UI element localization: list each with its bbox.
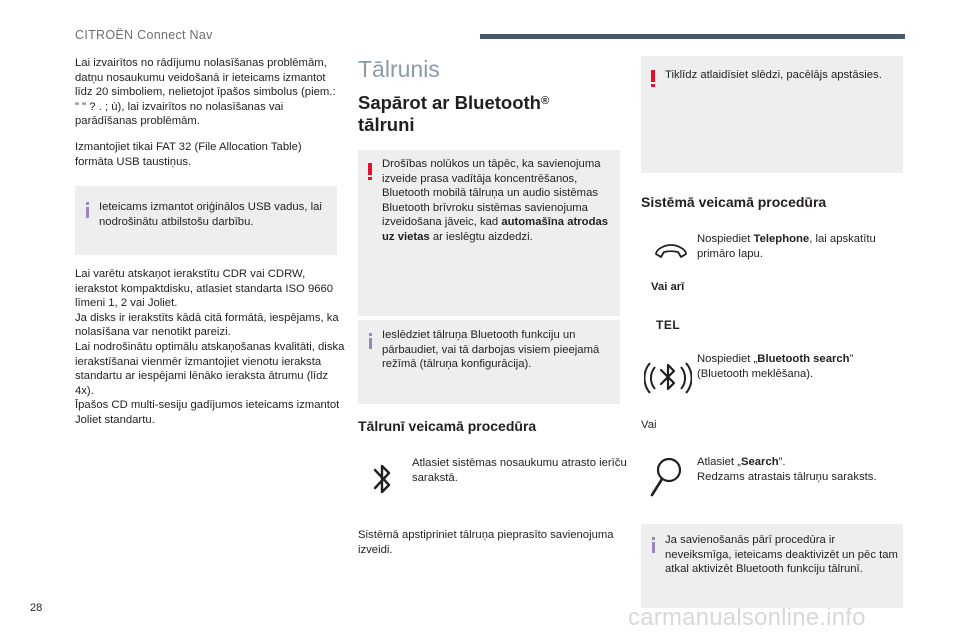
info-icon bbox=[652, 537, 655, 553]
lift-warning-text: Tiklīdz atlaidīsiet slēdzi, pacēlājs apstāsies. bbox=[665, 69, 882, 81]
telephone-step-part3: , lai apskatītu primāro lapu. bbox=[697, 233, 876, 260]
usb-cable-info-text: Ieteicams izmantot oriģinālos USB vadus, lai nodrošinātu atbilstošu darbību. bbox=[99, 201, 322, 228]
telephone-step-part1: Nospiediet bbox=[697, 233, 754, 245]
lift-warning-box bbox=[641, 56, 903, 173]
bluetooth-search-button-label: Bluetooth search bbox=[757, 353, 850, 365]
search-step-text bbox=[697, 455, 897, 484]
search-button-label: Search bbox=[740, 456, 779, 468]
bluetooth-enable-info-box bbox=[358, 320, 620, 404]
header-title: CITROËN Connect Nav bbox=[75, 28, 213, 42]
safety-warning-bold: automašīna atrodas uz vietas bbox=[382, 216, 609, 243]
safety-warning-part1: Drošības nolūkos un tāpēc, ka savienojuma izveide prasa vadītāja koncentrēšanos, Bluetooth mobilā tālruņa un audio sistēmas Bluetooth brīvroku sistēmas savienojuma izveidošana jāveic, kad bbox=[382, 158, 601, 229]
search-step-result: Redzams atrastais tālruņu saraksts. bbox=[697, 470, 877, 483]
bluetooth-pairing-heading-line2: tālruni bbox=[358, 114, 415, 135]
watermark: carmanualsonline.info bbox=[628, 604, 866, 631]
usb-fat32-paragraph: Izmantojiet tikai FAT 32 (File Allocation Table) formāta USB taustiņus. bbox=[75, 141, 302, 168]
bluetooth-icon bbox=[368, 459, 396, 499]
bluetooth-search-step-part3: ” (Bluetooth meklēšana). bbox=[697, 353, 854, 380]
bluetooth-enable-info-text: Ieslēdziet tālruņa Bluetooth funkciju un pārbaudiet, vai tā darbojas visiem pieejamā režīmā (tālruņa konfigurācija). bbox=[382, 329, 600, 371]
search-step-part3: ”. bbox=[778, 456, 786, 468]
telephone-step-text bbox=[697, 232, 897, 261]
search-step-part1: Atlasiet „ bbox=[697, 456, 741, 468]
cd-format-paragraph: Lai varētu atskaņot ierakstītu CDR vai CDRW, ierakstot kompaktdisku, atlasiet standarta ISO 9660 līmeni 1, 2 vai Joliet. Ja disks ir ierakstīts kādā citā formātā, iespējams, ka nolasīšana var nenotikt pareizi. Lai nodrošinātu optimālu atskaņošanas kvalitāti, diska ierakstīšanai vienmēr izmantojiet vienotu ieraksta standartu ar iespējami lēnāko ieraksta ātrumu (līdz 4x). Īpašos CD multi-sesiju gadījumos ieteicams izmantot Joliet standartu. bbox=[75, 268, 345, 426]
pairing-fail-info-text: Ja savienošanās pārī procedūra ir neveiksmīga, ieteicams deaktivizēt un pēc tam atkal aktivizēt Bluetooth funkciju tālrunī. bbox=[665, 534, 898, 576]
registered-mark: ® bbox=[540, 95, 550, 107]
page-number: 28 bbox=[30, 602, 43, 614]
warning-icon bbox=[651, 70, 655, 87]
or-label: Vai arī bbox=[651, 281, 685, 293]
bluetooth-search-step-text bbox=[697, 352, 897, 381]
system-procedure-heading: Sistēmā veicamā procedūra bbox=[641, 194, 827, 210]
telephone-button-label: Telephone bbox=[753, 233, 810, 245]
pairing-fail-info-box bbox=[641, 524, 903, 608]
phone-handset-icon bbox=[652, 240, 690, 266]
safety-warning-content bbox=[382, 157, 612, 245]
usb-cable-info-box bbox=[75, 186, 337, 255]
bluetooth-search-step-part1: Nospiediet „ bbox=[697, 353, 758, 365]
search-icon bbox=[646, 455, 686, 499]
bluetooth-search-icon bbox=[644, 354, 692, 402]
safety-warning-part3: ar ieslēgtu aizdedzi. bbox=[429, 230, 533, 243]
info-icon bbox=[369, 333, 372, 349]
info-icon bbox=[86, 202, 89, 218]
phone-step-text: Atlasiet sistēmas nosaukumu atrasto ierīču sarakstā. bbox=[412, 457, 627, 484]
bluetooth-pairing-heading-line1: Sapārot ar Bluetooth bbox=[358, 92, 541, 113]
header-bar bbox=[480, 34, 905, 39]
phone-procedure-heading: Tālrunī veicamā procedūra bbox=[358, 418, 537, 434]
safety-warning-box bbox=[358, 150, 620, 316]
section-title: Tālrunis bbox=[358, 56, 440, 82]
bluetooth-pairing-heading bbox=[358, 92, 598, 136]
phone-confirm-text: Sistēmā apstipriniet tālruņa pieprasīto savienojuma izveidi. bbox=[358, 529, 614, 556]
usb-filename-paragraph: Lai izvairītos no rādījumu nolasīšanas problēmām, datņu nosaukumu veidošanā ir ieteicams izmantot līdz 20 simboliem, nelietojot īpašos simbolus (piem.: " " ? . ; ù), lai izvairītos no nolasīšanas vai parādīšanas problēmām. bbox=[75, 57, 336, 128]
tel-key-label: TEL bbox=[656, 318, 681, 332]
vai-label: Vai bbox=[641, 419, 657, 431]
